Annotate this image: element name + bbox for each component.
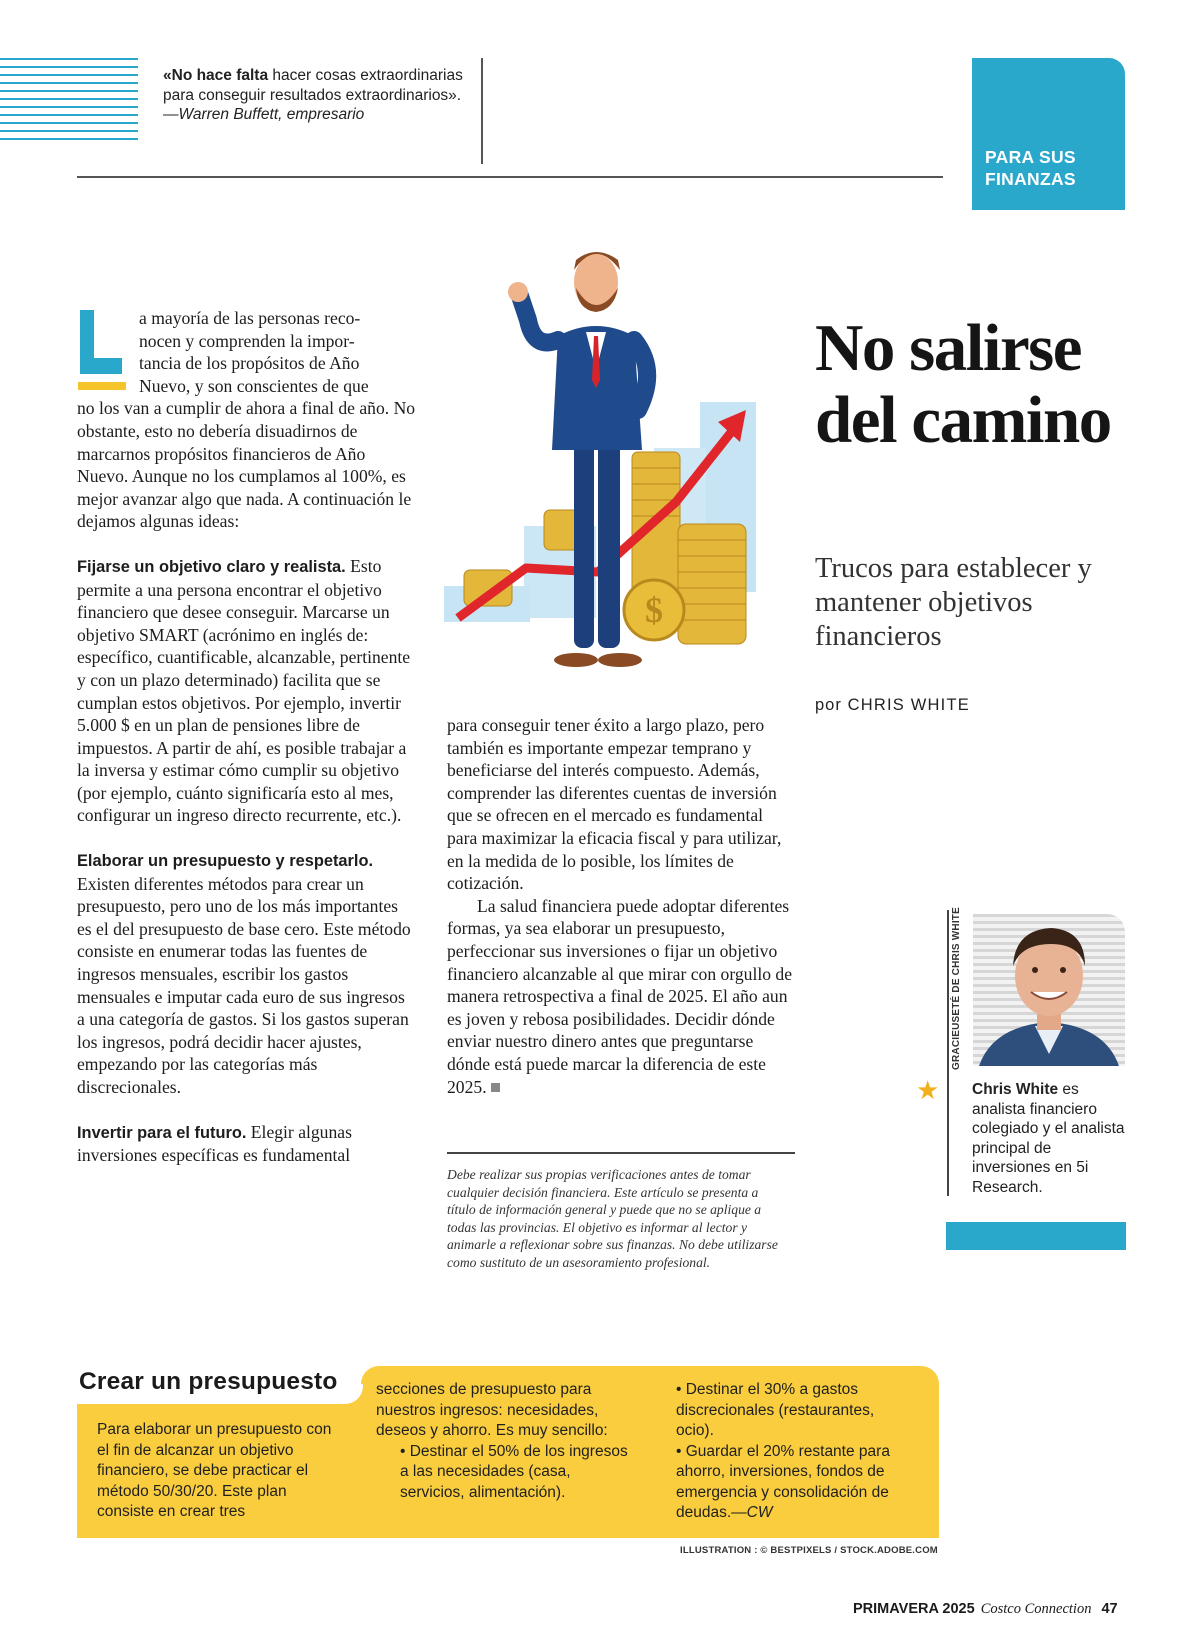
tip-text: Elegir algunas inversiones específicas es fundamental — [77, 1121, 352, 1166]
intro-line: nocen y comprenden la impor- — [139, 330, 355, 351]
quote-attribution: —Warren Buffett, empresario — [163, 106, 365, 123]
body-paragraph: La salud financiera puede adoptar diferentes formas, ya sea elaborar un presupuesto, perfeccionar sus inversiones o fijar un objetivo financiero alcanzable al que mirar con orgullo de manera retrospectiva a final de 2025. El año aun es joven y rebosa posibilidades. Decidir dónde enviar nuestro dinero antes que preguntarse dónde está puede marcar la diferencia de este 2025. — [447, 895, 793, 1097]
intro-line: a mayoría de las personas reco- — [139, 308, 361, 328]
pull-quote — [163, 66, 463, 125]
page-number: 47 — [1101, 1601, 1118, 1617]
dollar-sign-icon: $ — [645, 590, 663, 630]
tip-heading: Elaborar un presupuesto y respetarlo. — [77, 852, 374, 871]
body-paragraph: para conseguir tener éxito a largo plazo, pero también es importante empezar temprano y beneficiarse del interés compuesto. Además, comprender las diferentes cuentas de inversión que se ofrecen en el mercado es fundamental para maximizar la eficacia fiscal y para utilizar, en la medida de lo posible, los límites de cotización. — [447, 715, 782, 894]
byline — [815, 696, 970, 715]
illustration-credit: ILLUSTRATION : © BESTPIXELS / STOCK.ADOBE.COM — [680, 1545, 938, 1556]
budget-bullet: • Destinar el 50% de los ingresos a las necesidades (casa, servicios, alimentación). — [400, 1442, 628, 1501]
intro-line: Nuevo, y son conscientes de que — [139, 375, 369, 396]
author-bio-text: es analista financiero colegiado y el analista principal de inversiones en 5i Research. — [972, 1081, 1125, 1196]
end-mark-icon — [491, 1083, 500, 1092]
author-photo — [973, 914, 1125, 1066]
budget-signature: —CW — [731, 1504, 773, 1521]
author-bio — [972, 1080, 1132, 1197]
quote-text: hacer cosas extraordinarias para conseguir resultados extraordinarios». — [163, 67, 463, 104]
tip-paragraph — [77, 555, 417, 827]
disclaimer: Debe realizar sus propias verificaciones antes de tomar cualquier decisión financiera. Este artículo se presenta a título de información general y puede que no se aplique a todas las provincias. El objetivo es informar al lector y animarle a reflexionar sobre sus finanzas. No debe utilizarse como sustituto de un asesoramiento profesional. — [447, 1167, 778, 1270]
author-bio-name: Chris White — [972, 1081, 1059, 1098]
magazine-name: Costco Connection — [980, 1601, 1092, 1617]
budget-bullet: • Destinar el 30% a gastos discrecionales (restaurantes, ocio). — [676, 1381, 875, 1439]
budget-column-2 — [376, 1380, 634, 1503]
byline-prefix: por — [815, 696, 842, 714]
tip-heading: Invertir para el futuro. — [77, 1123, 247, 1142]
quote-divider — [481, 58, 483, 164]
issue-label: PRIMAVERA 2025 — [853, 1601, 975, 1617]
deck: Trucos para establecer y mantener objetivos financieros — [815, 553, 1092, 652]
budget-column-3 — [652, 1380, 910, 1524]
intro-paragraph: no los van a cumplir de ahora a final de año. No obstante, esto no debería disuadirnos de marcarnos propósitos financieros de Año Nuevo. Aunque no los cumplamos al 100%, es mejor avanzar algo que nada. A continuación le dejamos algunas ideas: — [77, 398, 416, 532]
page-footer — [853, 1601, 1118, 1618]
tip-heading: Fijarse un objetivo claro y realista. — [77, 557, 346, 576]
author-name: CHRIS WHITE — [847, 696, 970, 714]
tip-paragraph — [77, 1121, 417, 1167]
decorative-stripes — [0, 58, 138, 146]
budget-bullet: • Guardar el 20% restante para ahorro, inversiones, fondos de emergencia y consolidación de deudas.—CW — [676, 1442, 890, 1521]
star-icon: ★ — [916, 1076, 940, 1105]
headline: No salirse del camino — [815, 311, 1111, 457]
intro-line: tancia de los propósitos de Año — [139, 353, 360, 374]
article-column-2 — [447, 714, 795, 1098]
article-column-1 — [77, 307, 417, 1167]
budget-column-1: Para elaborar un presupuesto con el fin de alcanzar un objetivo financiero, se debe practicar el método 50/30/20. Este plan consiste en crear tres — [97, 1421, 332, 1520]
photo-credit: GRACIEUSETÉ DE CHRIS WHITE — [951, 907, 962, 1070]
section-label: PARA SUS FINANZAS — [985, 147, 1076, 189]
author-accent-bar — [946, 1222, 1126, 1250]
businessman-illustration — [428, 240, 798, 710]
disclaimer-rule — [447, 1152, 795, 1154]
budget-title: Crear un presupuesto — [79, 1368, 338, 1395]
tip-paragraph — [77, 849, 417, 1099]
section-tab — [972, 58, 1125, 210]
budget-text: secciones de presupuesto para nuestros ingresos: necesidades, deseos y ahorro. Es muy sencillo: — [376, 1381, 608, 1439]
tip-text: Existen diferentes métodos para crear un presupuesto, pero uno de los más importantes es el del presupuesto de base cero. Este método consiste en enumerar todas las fuentes de ingresos mensuales, escribir los gastos mensuales e imputar cada euro de sus ingresos a una categoría de gastos. Si los gastos superan los ingresos, podrá decidir hacer ajustes, empezando por las categorías más discrecionales. — [77, 873, 411, 1097]
tip-text: Esto permite a una persona encontrar el objetivo financiero que desee conseguir. Marcarse un objetivo SMART (acrónimo en inglés de: específico, cuantificable, alcanzable, pertinente y con un plazo determinado) facilita que se cumplan estos objetivos. Por ejemplo, invertir 5.000 $ en un plan de pensiones libre de impuestos. A partir de ahí, es posible trabajar a la inversa y estimar cómo cumplir su objetivo (por ejemplo, cuánto significaría esto al mes, configurar un ingreso directo recurrente, etc.). — [77, 555, 411, 826]
quote-lead: «No hace falta — [163, 67, 269, 84]
author-portrait — [973, 914, 1125, 1066]
top-rule — [77, 176, 943, 178]
